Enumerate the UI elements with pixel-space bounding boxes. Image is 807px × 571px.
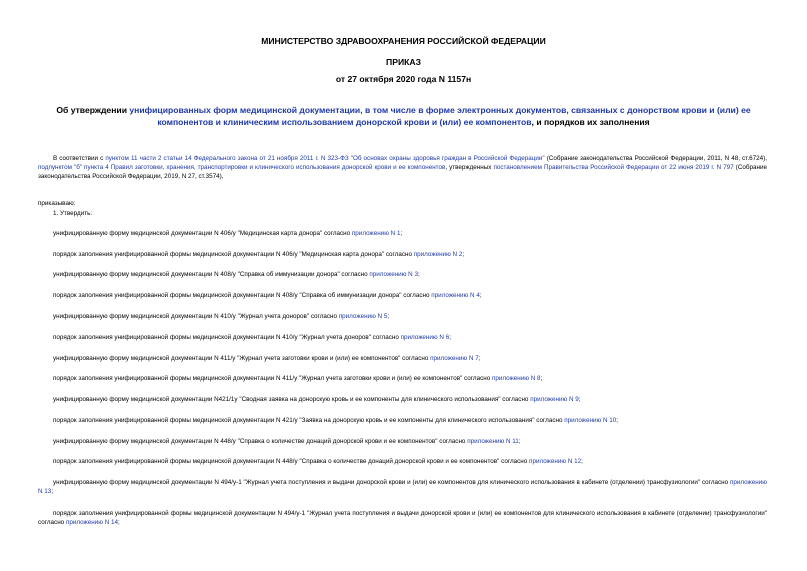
list-item [38, 509, 767, 528]
list-item-end: ; [578, 396, 581, 403]
document-title [30, 104, 777, 128]
appendix-link[interactable]: приложению N 8 [491, 375, 541, 382]
list-item [53, 437, 767, 446]
list-item-end: ; [616, 417, 619, 424]
list-item-end: ; [479, 292, 482, 299]
list-item-text: порядок заполнения унифицированной формы медицинской документации N 406/у "Медицинская карта донора" согласно [53, 251, 414, 258]
list-item-end: ; [540, 375, 543, 382]
appendix-link[interactable]: приложению N 9 [530, 396, 579, 403]
list-item [53, 312, 767, 321]
list-item-text: порядок заполнения унифицированной формы медицинской документации N 448/у "Справка о количестве донаций донорской крови и ее компонентов" согласно [53, 458, 530, 465]
appendix-link[interactable]: приложению N 1 [351, 230, 401, 237]
ministry-heading: МИНИСТЕРСТВО ЗДРАВООХРАНЕНИЯ РОССИЙСКОЙ ФЕДЕРАЦИИ [261, 36, 546, 46]
title-link[interactable]: унифицированных форм медицинской документации, в том числе в форме электронных документов, связанных с донорством крови и (или) ее компонентов и клиническим использованием донорской крови и (или) ее компонентов [129, 105, 751, 127]
appendix-link[interactable]: приложению N 4 [431, 292, 480, 299]
appendix-link[interactable]: приложению N 14 [65, 519, 119, 527]
title-suffix: , и порядков их заполнения [531, 117, 650, 127]
list-item [53, 374, 767, 383]
list-item-text: унифицированную форму медицинской документации N 448/у "Справка о количестве донаций донорской крови и ее компонентов" согласно [53, 438, 468, 445]
list-item-end: ; [581, 458, 583, 465]
list-item [53, 229, 767, 238]
date-number-heading: от 27 октября 2020 года N 1157н [335, 74, 472, 84]
list-item [53, 333, 767, 342]
list-item [53, 457, 767, 466]
order-word: приказываю: [38, 200, 76, 207]
list-item-text: унифицированную форму медицинской документации N 408/у "Справка об иммунизации донора" согласно [53, 271, 370, 278]
list-item-end: ; [400, 230, 403, 237]
appendix-link[interactable]: приложению N 3 [369, 271, 418, 278]
approve-clause: 1. Утвердить: [53, 210, 93, 217]
law-link[interactable]: пунктом 11 части 2 статьи 14 Федерального закона от 21 ноября 2011 г. N 323-ФЗ "Об основах охраны здоровья граждан в Российской Федерации" [105, 155, 545, 162]
preamble-text: (Собрание законодательства Российской Федерации, 2011, N 48, ст.6724), [544, 155, 767, 162]
appendix-link[interactable]: приложению N 11 [467, 438, 519, 445]
list-item-text: порядок заполнения унифицированной формы медицинской документации N 408/у "Справка об иммунизации донора" согласно [53, 292, 432, 299]
appendix-link[interactable]: приложению N 7 [430, 355, 479, 362]
resolution-link[interactable]: постановлением Правительства Российской Федерации от 22 июня 2019 г. N 797 [493, 164, 734, 172]
appendix-link[interactable]: приложению N 13 [38, 479, 767, 496]
list-item-text: порядок заполнения унифицированной формы медицинской документации N 410/у "Журнал учета доноров" согласно [53, 334, 401, 341]
appendix-link[interactable]: приложению N 10 [564, 417, 617, 424]
list-item-text: унифицированную форму медицинской документации N 494/у-1 "Журнал учета поступления и выдачи донорской крови и (или) ее компонентов для клинического использования в кабинете (отделении) трансфузиологии" согласно [53, 479, 730, 486]
list-item-end: ; [478, 355, 481, 362]
preamble-text: В соответствии с [53, 155, 106, 162]
list-item [53, 416, 767, 425]
preamble-paragraph [38, 154, 767, 182]
list-item-text: порядок заполнения унифицированной формы медицинской документации N 421/у "Заявка на донорскую кровь и ее компоненты для клинического использования" согласно [53, 417, 565, 424]
list-item-text: унифицированную форму медицинской документации N 411/у "Журнал учета заготовки крови и (или) ее компонентов" согласно [53, 355, 431, 362]
list-item [53, 354, 767, 363]
list-item-end: ; [417, 271, 420, 278]
list-item-end: ; [118, 519, 120, 527]
list-item [53, 270, 767, 279]
title-prefix: Об утверждении [56, 105, 130, 115]
list-item [53, 291, 767, 300]
list-item-text: порядок заполнения унифицированной формы медицинской документации N 411/у "Журнал учета заготовки крови и (или) ее компонентов" согласно [53, 375, 492, 382]
doc-type-heading: ПРИКАЗ [386, 57, 421, 67]
list-item-end: ; [51, 488, 54, 496]
list-item [53, 395, 767, 404]
list-item-text: унифицированную форму медицинской документации N 410/у "Журнал учета доноров" согласно [53, 313, 339, 320]
list-item-end: ; [449, 334, 451, 341]
list-item [53, 250, 767, 259]
list-item-text: унифицированную форму медицинской документации N421/1у "Сводная заявка на донорскую кровь и ее компоненты для клинического использования" согласно [53, 396, 531, 403]
list-item-end: ; [462, 251, 465, 258]
preamble-text: (Собрание законодательства Российской Федерации, 2019, N 27, ст.3574), [38, 164, 767, 181]
appendix-link[interactable]: приложению N 6 [400, 334, 450, 341]
preamble-text: , утвержденных [445, 164, 494, 172]
rules-link[interactable]: подпунктом "б" пункта 4 Правил заготовки, хранения, транспортировки и клинического использования донорской крови и ее компонентов [38, 164, 446, 172]
appendix-link[interactable]: приложению N 2 [413, 251, 463, 258]
appendix-link[interactable]: приложению N 12 [529, 458, 582, 465]
appendix-link[interactable]: приложению N 5 [338, 313, 388, 320]
list-item-end: ; [518, 438, 521, 445]
list-item [38, 478, 767, 497]
list-item-text: порядок заполнения унифицированной формы медицинской документации N 494/у-1 "Журнал учета поступления и выдачи донорской крови и (или) ее компонентов для клинического использования в кабинете (отделении) трансфузиологии" согласно [38, 510, 767, 527]
list-item-end: ; [387, 313, 390, 320]
list-item-text: унифицированную форму медицинской документации N 406/у "Медицинская карта донора" согласно [53, 230, 352, 237]
